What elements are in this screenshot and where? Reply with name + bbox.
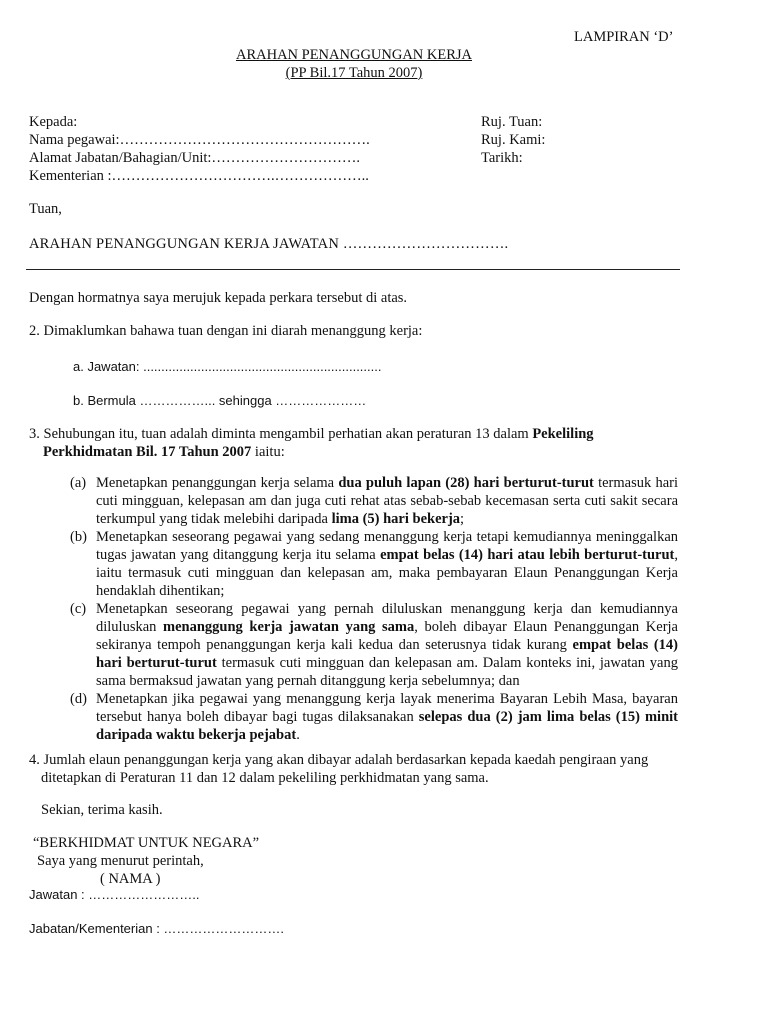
ruj-tuan: Ruj. Tuan: <box>481 114 543 130</box>
item-bold: lima (5) hari bekerja <box>331 511 461 527</box>
signatory-jabatan: Jabatan/Kementerian : ………………………. <box>29 921 285 936</box>
letter-title-block <box>0 46 708 82</box>
paragraph-1: Dengan hormatnya saya merujuk kepada perkara tersebut di atas. <box>29 290 408 306</box>
subject-divider <box>26 269 680 270</box>
item-text: , iaitu termasuk cuti mingguan dan kelepasan am, maka pembayaran Elaun Penanggungan Kerja hendaklah dihentikan; <box>96 547 678 599</box>
recipient-kementerian: Kementerian :…………………………….……………….. <box>29 168 369 184</box>
p4-line-1: 4. Jumlah elaun penanggungan kerja yang akan dibayar adalah berdasarkan kepada kaedah pengiraan yang <box>29 752 649 768</box>
item-text: , boleh dibayar Elaun Penanggungan Kerja sekiranya tempoh penanggungan kerja kali kedua dan seterusnya tidak kurang <box>96 619 678 653</box>
item-text: Menetapkan seseorang pegawai yang pernah diluluskan menanggung kerja dan kemudiannya diluluskan <box>96 601 678 635</box>
item-bold: selepas dua (2) jam lima belas (15) minit daripada waktu bekerja pejabat <box>96 709 679 743</box>
list-label: (d) <box>70 691 87 707</box>
tarikh: Tarikh: <box>481 150 523 166</box>
list-item-a <box>70 474 678 528</box>
list-item-b <box>70 528 678 600</box>
ruj-kami: Ruj. Kami: <box>481 132 546 148</box>
item-text: Menetapkan penanggungan kerja selama <box>96 475 339 491</box>
list-item-c <box>70 600 678 690</box>
p4-line-2: ditetapkan di Peraturan 11 dan 12 dalam pekeliling perkhidmatan yang sama. <box>41 770 489 786</box>
item-text: termasuk hari cuti mingguan, kelepasan am dan juga cuti rehat atas sebab-sebab kecemasan serta cuti sakit secara terkumpul yang tidak melebihi daripada <box>96 475 678 527</box>
salutation: Tuan, <box>29 201 62 217</box>
item-bold: empat belas (14) hari atau lebih berturut-turut <box>380 547 675 563</box>
list-label: (b) <box>70 529 87 545</box>
regulation-list <box>70 474 678 744</box>
p3-bold-1: Pekeliling <box>532 426 594 442</box>
recipient-kepada: Kepada: <box>29 114 78 130</box>
item-bold: dua puluh lapan (28) hari berturut-turut <box>338 475 594 491</box>
closing-sekian: Sekian, terima kasih. <box>41 802 163 818</box>
p3-bold-2: Perkhidmatan Bil. 17 Tahun 2007 <box>43 444 252 460</box>
item-text: Menetapkan seseorang pegawai yang sedang menanggung kerja tetapi kemudiannya meninggalkan tugas jawatan yang ditanggung kerja itu selama <box>96 529 678 563</box>
paragraph-3 <box>29 425 594 461</box>
letter-subtitle: (PP Bil.17 Tahun 2007) <box>285 65 423 81</box>
signatory-name: ( NAMA ) <box>100 871 161 887</box>
recipient-alamat: Alamat Jabatan/Bahagian/Unit:…………………………. <box>29 150 361 166</box>
recipient-nama-pegawai: Nama pegawai:……………………………………………. <box>29 132 370 148</box>
item-bold: menanggung kerja jawatan yang sama <box>163 619 415 635</box>
reference-block <box>481 113 545 167</box>
paragraph-2: 2. Dimaklumkan bahawa tuan dengan ini diarah menanggung kerja: <box>29 323 423 339</box>
closing-saya: Saya yang menurut perintah, <box>37 853 204 869</box>
letter-title: ARAHAN PENANGGUNGAN KERJA <box>235 47 473 63</box>
signatory-jawatan: Jawatan : …………………….. <box>29 887 200 902</box>
p3-text: 3. Sehubungan itu, tuan adalah diminta mengambil perhatian akan peraturan 13 dalam <box>29 426 533 442</box>
item-text: ; <box>460 511 465 527</box>
list-label: (c) <box>70 601 87 617</box>
recipient-block <box>29 113 370 185</box>
closing-motto: “BERKHIDMAT UNTUK NEGARA” <box>33 835 260 851</box>
list-item-d <box>70 690 678 744</box>
paragraph-4 <box>29 751 648 787</box>
item-text: termasuk cuti mingguan dan kelepasan am. Dalam konteks ini, jawatan yang sama bermaksud jawatan yang pernah ditanggung kerja sebelumnya; dan <box>96 655 678 689</box>
subject-line: ARAHAN PENANGGUNGAN KERJA JAWATAN ……………………………. <box>29 236 509 252</box>
jawatan-line: a. Jawatan: .................................................................. <box>73 359 382 374</box>
bermula-line: b. Bermula ……………... sehingga ………………… <box>73 393 367 408</box>
list-label: (a) <box>70 475 87 491</box>
item-text: Menetapkan jika pegawai yang menanggung kerja layak menerima Bayaran Lebih Masa, bayaran tersebut hanya boleh dibayar bagi tugas dilaksanakan <box>96 691 678 725</box>
item-bold: empat belas (14) hari berturut-turut <box>96 637 678 671</box>
lampiran-label: LAMPIRAN ‘D’ <box>574 29 674 45</box>
p3-text-2: iaitu: <box>251 444 285 460</box>
item-text: . <box>296 727 300 743</box>
